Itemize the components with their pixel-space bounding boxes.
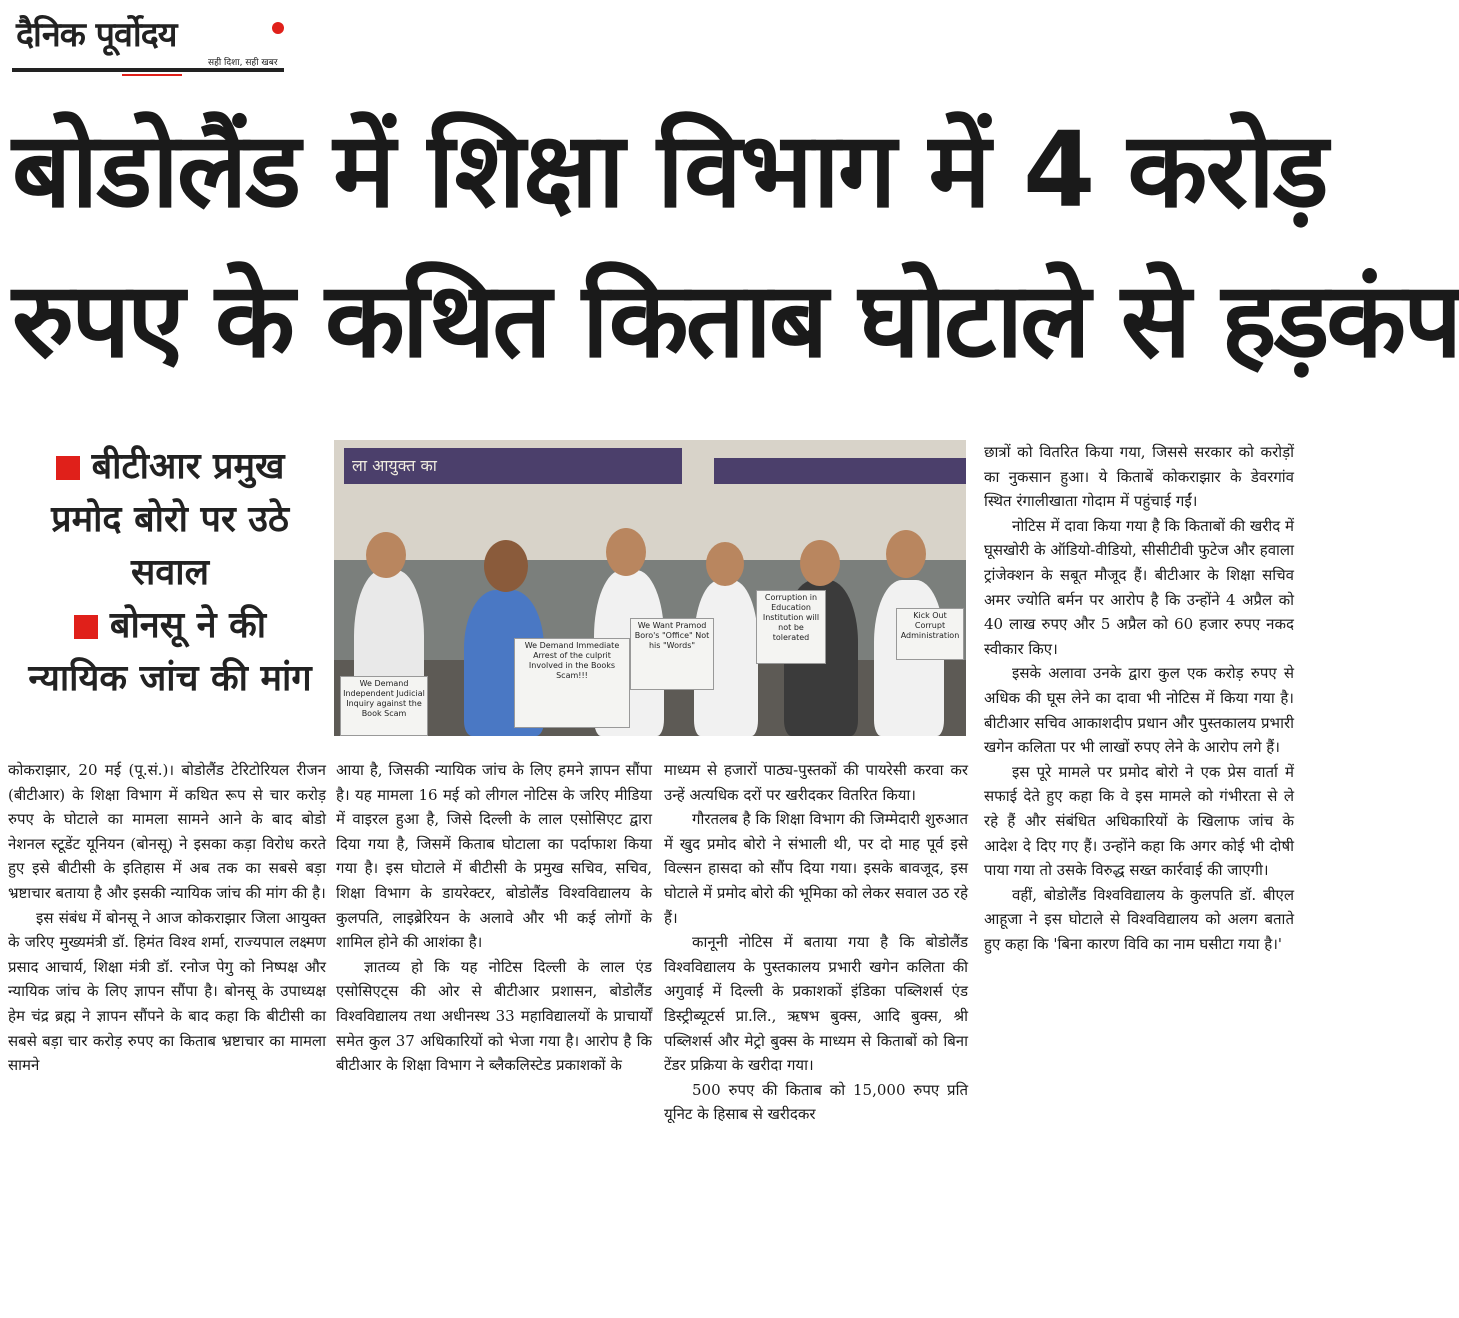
- logo-dot-icon: [272, 22, 284, 34]
- protester-head: [706, 542, 744, 586]
- red-square-bullet-icon: [56, 456, 80, 480]
- article-column-1: [8, 758, 326, 1078]
- protester-head: [886, 530, 926, 578]
- protest-placard: Corruption in Education Institution will not be tolerated: [756, 590, 826, 664]
- photo-office-banner: ला आयुक्त का: [344, 448, 682, 484]
- article-paragraph: कोकराझार, 20 मई (पू.सं.)। बोडोलैंड टेरिटोरियल रीजन (बीटीआर) के शिक्षा विभाग में कथित रूप से चार करोड़ रुपए के घोटाले का मामला सामने आने के बाद बोडो नेशनल स्टूडेंट यूनियन (बोनसू) ने इसका कड़ा विरोध करते हुए इसे बीटीसी के इतिहास में अब तक का सबसे बड़ा भ्रष्टाचार बताया है और इसकी न्यायिक जांच की मांग की है।: [8, 761, 326, 902]
- masthead-rule: [12, 68, 284, 72]
- subhead-1-text: बीटीआर प्रमुख प्रमोद बोरो पर उठे सवाल: [51, 446, 289, 593]
- subhead-2-text: बोनसू ने की न्यायिक जांच की मांग: [28, 605, 312, 699]
- article-paragraph: नोटिस में दावा किया गया है कि किताबों की खरीद में घूसखोरी के ऑडियो-वीडियो, सीसीटीवी फुटेज और हवाला ट्रांजेक्शन के सबूत मौजूद हैं। बीटीआर के शिक्षा सचिव अमर ज्योति बर्मन पर आरोप है कि उन्होंने 4 अप्रैल को 40 लाख रुपए और 5 अप्रैल को 60 हजार रुपए नकद स्वीकार किए।: [984, 516, 1294, 658]
- article-column-4: [984, 440, 1294, 956]
- article-paragraph: छात्रों को वितरित किया गया, जिससे सरकार को करोड़ों का नुकसान हुआ। ये किताबें कोकराझार के डेवरगांव स्थित रंगालीखाता गोदाम में पहुंचाई गईं।: [984, 443, 1294, 511]
- article-paragraph: इस संबंध में बोनसू ने आज कोकराझार जिला आयुक्त के जरिए मुख्यमंत्री डॉ. हिमंत विश्व शर्मा, राज्यपाल लक्ष्मण प्रसाद आचार्य, शिक्षा मंत्री डॉ. रनोज पेगु को निष्पक्ष और न्यायिक जांच के लिए ज्ञापन सौंपा है। बोनसू के उपाध्यक्ष हेम चंद्र ब्रह्म ने ज्ञापन सौंपने के बाद कहा कि बीटीसी का सबसे बड़ा चार करोड़ रुपए का किताब भ्रष्टाचार का मामला सामने: [8, 908, 326, 1075]
- article-column-3: [664, 758, 968, 1127]
- article-paragraph: इसके अलावा उनके द्वारा कुल एक करोड़ रुपए से अधिक की घूस लेने का दावा भी नोटिस में किया गया है। बीटीआर सचिव आकाशदीप प्रधान और पुस्तकालय प्रभारी खगेन कलिता पर भी लाखों रुपए लेने के आरोप लगे हैं।: [984, 664, 1294, 757]
- protester-head: [800, 540, 840, 586]
- protest-placard: We Demand Immediate Arrest of the culprit Involved in the Books Scam!!!: [514, 638, 630, 728]
- article-column-2: [336, 758, 652, 1078]
- protest-placard: We Want Pramod Boro's "Office" Not his "Words": [630, 618, 714, 690]
- article-paragraph: इस पूरे मामले पर प्रमोद बोरो ने एक प्रेस वार्ता में सफाई देते हुए कहा कि वे इस मामले को गंभीरता से ले रहे हैं और संबंधित अधिकारियों के खिलाफ जांच के आदेश दे दिए गए हैं। उन्होंने कहा कि अगर कोई भी दोषी पाया गया तो उसके विरुद्ध सख्त कार्रवाई की जाएगी।: [984, 762, 1294, 880]
- article-paragraph: ज्ञातव्य हो कि यह नोटिस दिल्ली के लाल एंड एसोसिएट्स की ओर से बीटीआर प्रशासन, बोडोलैंड विश्वविद्यालय तथा अधीनस्थ 33 महाविद्यालयों के प्राचार्यों समेत कुल 37 अधिकारियों को भेजा गया है। आरोप है कि बीटीआर के शिक्षा विभाग ने ब्लैकलिस्टेड प्रकाशकों के: [336, 957, 652, 1075]
- headline-line-1: बोडोलैंड में शिक्षा विभाग में 4 करोड़: [12, 109, 1327, 231]
- red-square-bullet-icon: [74, 615, 98, 639]
- subhead-1: [20, 440, 320, 599]
- article-paragraph: आया है, जिसकी न्यायिक जांच के लिए हमने ज्ञापन सौंपा है। यह मामला 16 मई को लीगल नोटिस के जरिए मीडिया में वाइरल हुआ है, जिसे दिल्ली के लाल एसोसिएट द्वारा दिया गया है, जिसमें किताब घोटाला का पर्दाफाश किया गया है। इस घोटाले में बीटीसी के प्रमुख सचिव, सचिव, शिक्षा विभाग के डायरेक्टर, बोडोलैंड विश्वविद्यालय के कुलपति, लाइब्रेरियन के अलावे और भी कई लोगों के शामिल होने की आशंका है।: [336, 761, 652, 952]
- protester-head: [366, 532, 406, 578]
- protest-placard: We Demand Independent Judicial Inquiry against the Book Scam: [340, 676, 428, 736]
- protest-placard: Kick Out Corrupt Administration: [896, 608, 964, 660]
- photo-office-banner-right: [714, 458, 966, 484]
- article-paragraph: गौरतलब है कि शिक्षा विभाग की जिम्मेदारी शुरुआत में खुद प्रमोद बोरो ने संभाली थी, पर दो माह पूर्व इसे विल्सन हासदा को सौंप दिया गया। इसके बावजूद, इस घोटाले में प्रमोद बोरो की भूमिका को लेकर सवाल उठ रहे हैं।: [664, 810, 968, 927]
- article-paragraph: माध्यम से हजारों पाठ्य-पुस्तकों की पायरेसी करवा कर उन्हें अत्यधिक दरों पर खरीदकर वितरित किया।: [664, 761, 968, 804]
- masthead-accent-rule: [122, 74, 182, 76]
- newspaper-tagline: सही दिशा, सही खबर: [208, 58, 278, 68]
- article-paragraph: 500 रुपए की किताब को 15,000 रुपए प्रति यूनिट के हिसाब से खरीदकर: [664, 1080, 968, 1124]
- subhead-2: [20, 599, 320, 705]
- newspaper-logo: दैनिक पूर्वोदय: [16, 15, 177, 55]
- protester-head: [484, 540, 528, 592]
- protester-head: [606, 528, 646, 576]
- article-paragraph: वहीं, बोडोलैंड विश्वविद्यालय के कुलपति डॉ. बीएल आहूजा ने इस घोटाले से विश्वविद्यालय को अलग बताते हुए कहा कि 'बिना कारण विवि का नाम घसीटा गया है।': [984, 885, 1294, 953]
- subheads: [20, 440, 320, 705]
- headline-line-2: रुपए के कथित किताब घोटाले से हड़कंप: [12, 259, 1459, 381]
- masthead: [12, 8, 284, 72]
- protest-photo: [334, 440, 966, 736]
- article-paragraph: कानूनी नोटिस में बताया गया है कि बोडोलैंड विश्वविद्यालय के पुस्तकालय प्रभारी खगेन कलिता की अगुवाई में दिल्ली के प्रकाशकों इंडिका पब्लिशर्स एंड डिस्ट्रीब्यूटर्स प्रा.लि., ऋषभ बुक्स, आदि बुक्स, श्री पब्लिशर्स और मेट्रो बुक्स के माध्यम से किताबों को बिना टेंडर प्रक्रिया के खरीदा गया।: [664, 933, 968, 1075]
